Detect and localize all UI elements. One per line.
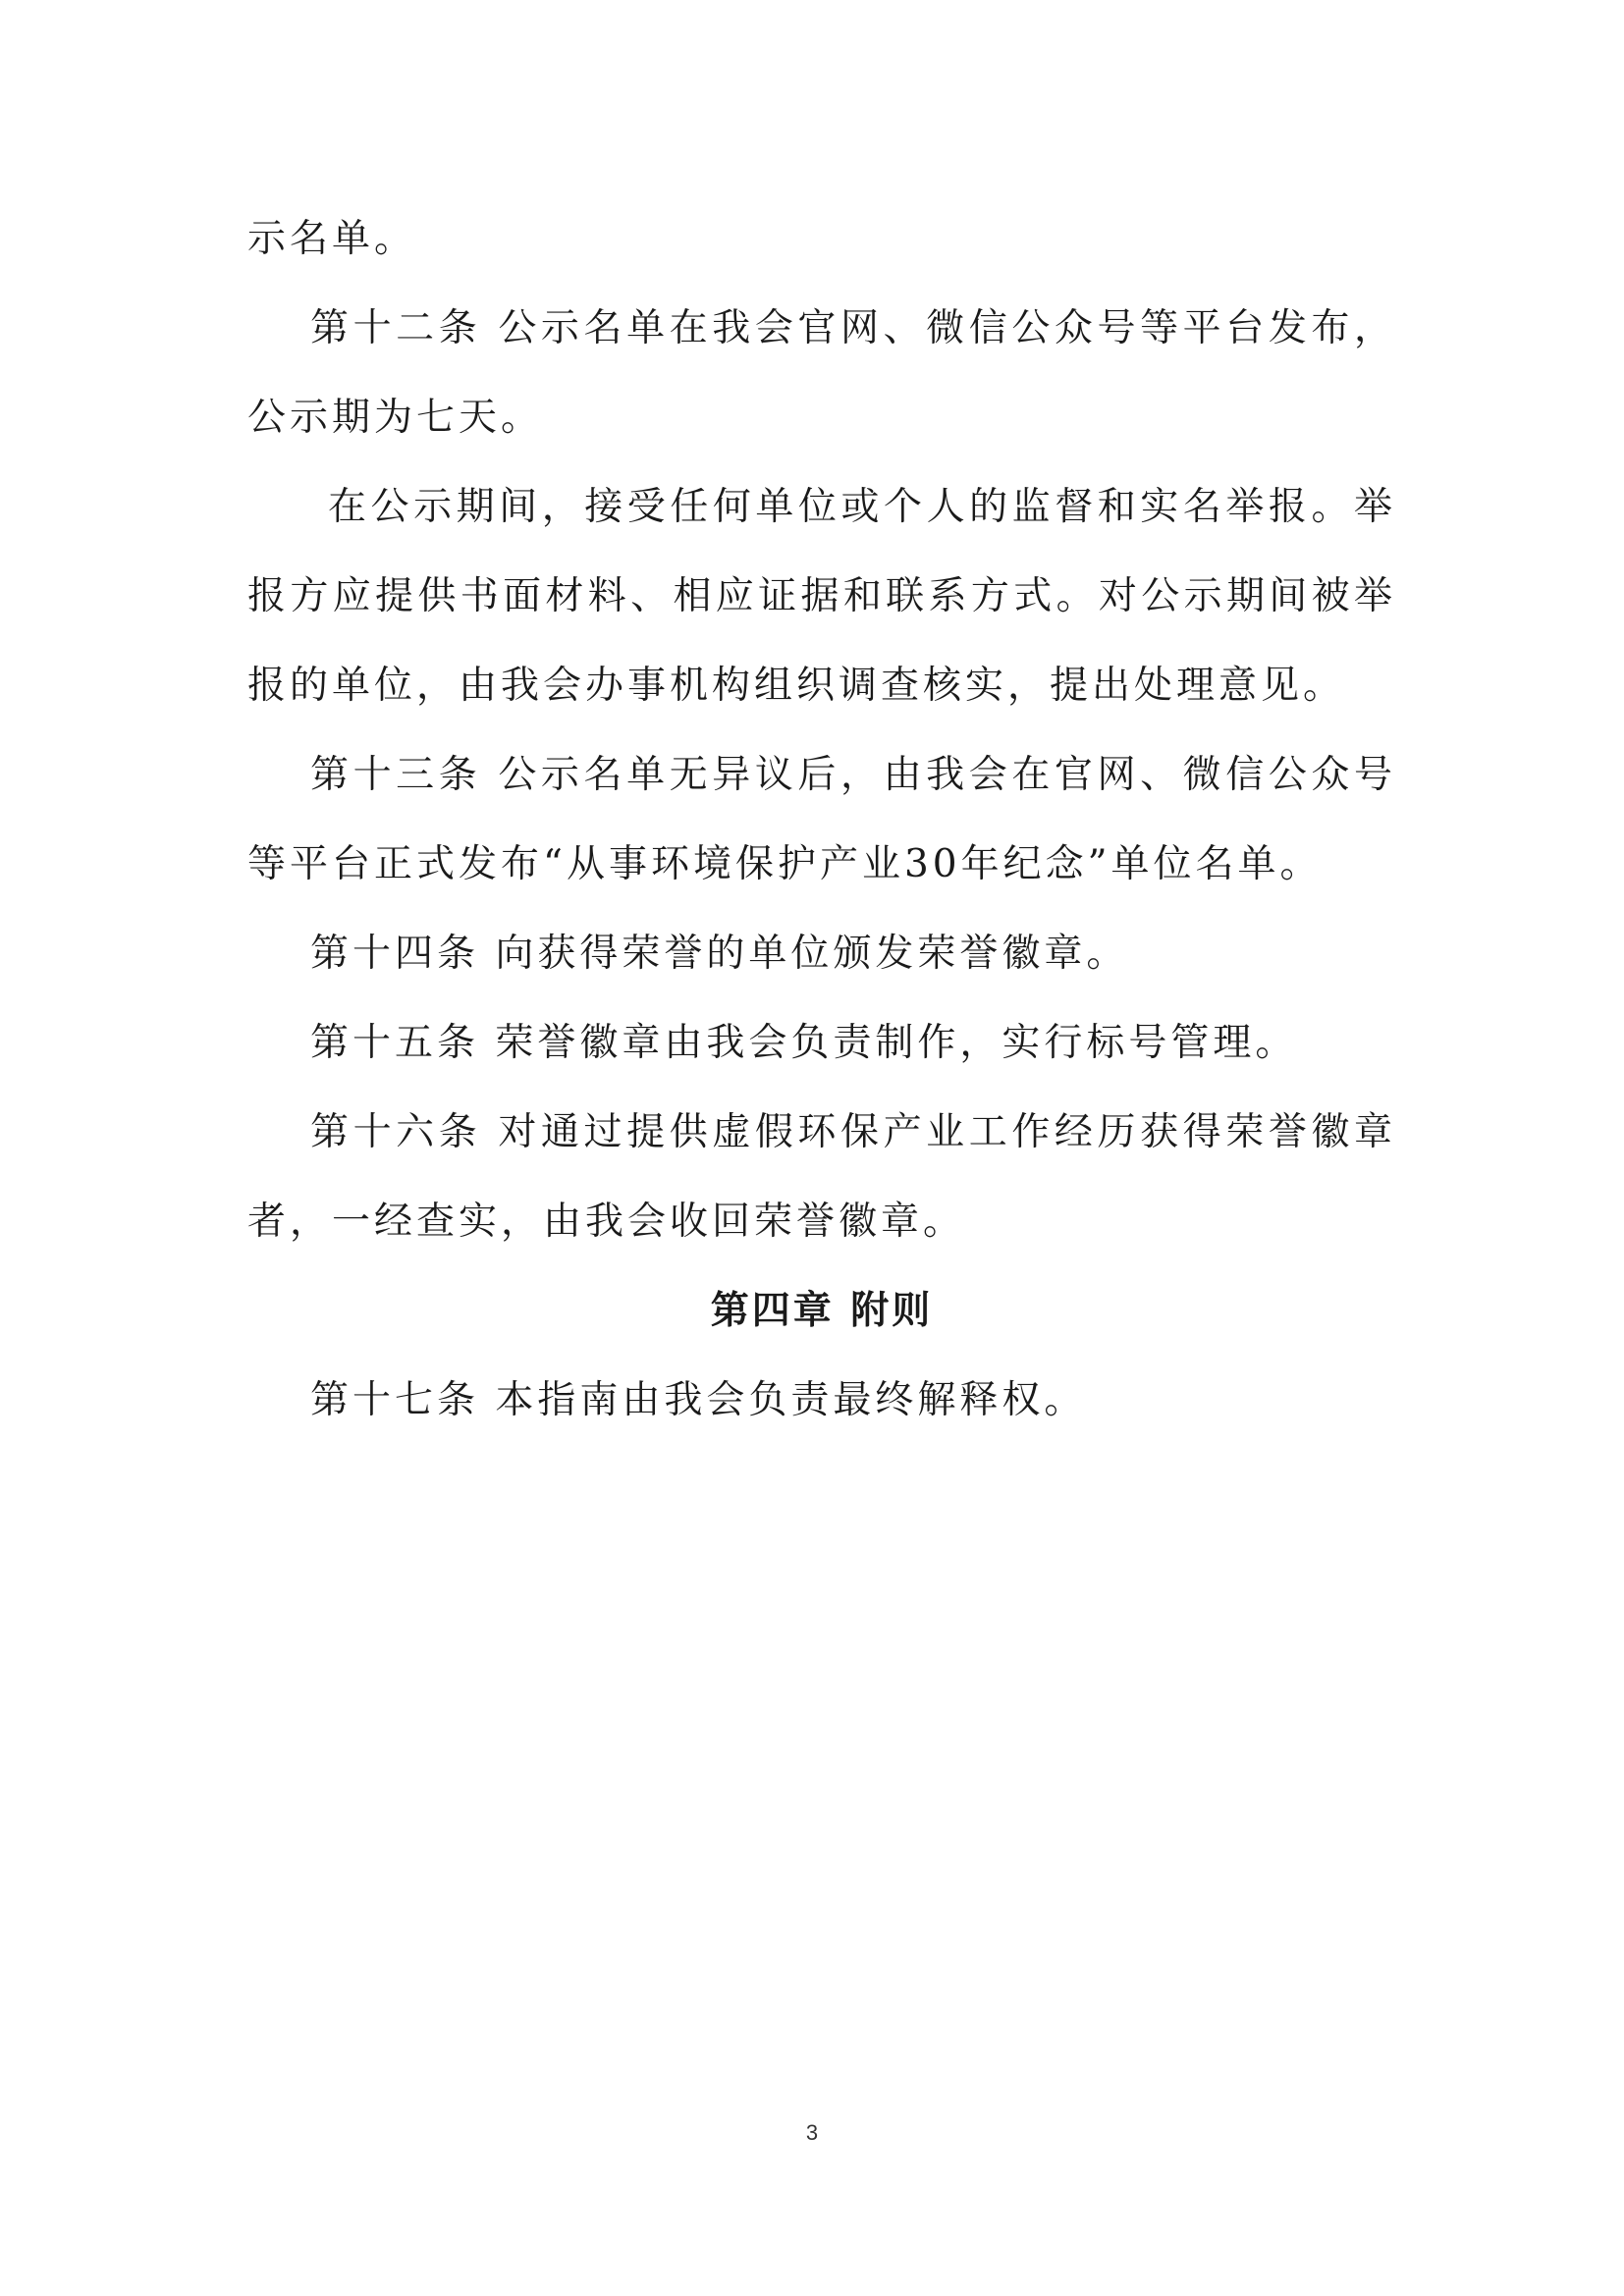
article-13: 第十三条 公示名单无异议后，由我会在官网、微信公众号等平台正式发布“从事环境保护产业30年纪念”单位名单。 [247, 753, 1396, 886]
article-15: 第十五条 荣誉徽章由我会负责制作，实行标号管理。 [310, 1021, 1298, 1065]
chapter-heading: 第四章 附则 [710, 1289, 934, 1333]
article-12: 第十二条 公示名单在我会官网、微信公众号等平台发布，公示期为七天。 [247, 306, 1396, 440]
document-body [247, 194, 1396, 1445]
page-number: 3 [805, 2120, 819, 2145]
paragraph-continuation: 示名单。 [247, 217, 417, 261]
article-12-publicity-period: 在公示期间，接受任何单位或个人的监督和实名举报。举报方应提供书面材料、相应证据和联系方式。对公示期间被举报的单位，由我会办事机构组织调查核实，提出处理意见。 [247, 485, 1396, 708]
article-17: 第十七条 本指南由我会负责最终解释权。 [310, 1378, 1087, 1422]
article-14: 第十四条 向获得荣誉的单位颁发荣誉徽章。 [310, 932, 1129, 976]
article-16: 第十六条 对通过提供虚假环保产业工作经历获得荣誉徽章者，一经查实，由我会收回荣誉徽章。 [247, 1110, 1396, 1244]
